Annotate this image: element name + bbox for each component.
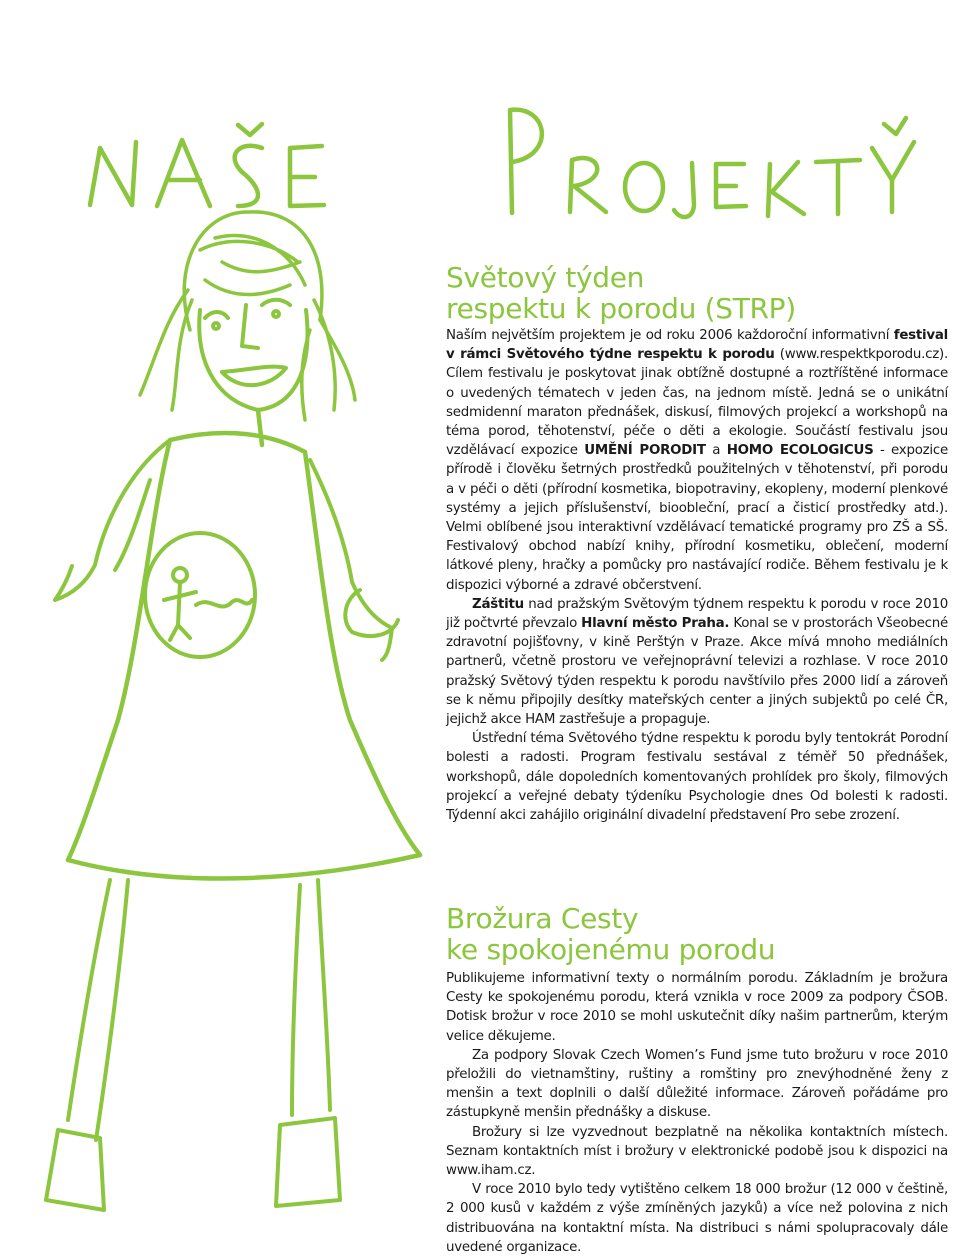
belly-baby-drawing: [145, 533, 255, 657]
article-strp: [446, 262, 948, 825]
heading-line-1: Brožura Cesty: [446, 902, 639, 935]
heading-line-2: ke spokojenému porodu: [446, 933, 776, 966]
heading-line-1: Světový týden: [446, 261, 645, 294]
dress-body-outline: [68, 410, 420, 879]
article-brochure-paragraph-3: Brožury si lze vyzvednout bezplatně na několika kontaktních místech. Seznam kontaktních míst i brožury v elektronické podobě jsou k dispozici na www.iham.cz.: [446, 1124, 948, 1179]
article-brochure: [446, 903, 948, 1257]
legs-drawing: [68, 880, 330, 1140]
face-drawing: [199, 300, 307, 410]
hair-scribble: [140, 212, 355, 420]
article-brochure-paragraph-2: Za podpory Slovak Czech Women’s Fund jsme tuto brožuru v roce 2010 přeložili do vietnamštiny, ruštiny a romštiny pro znevýhodněné ženy z menšin a text doplnili o další důležité informace. Zároveň pořádáme pro zástupkyně menšin přednášky a diskuse.: [446, 1047, 948, 1121]
feet-drawing: [46, 1118, 340, 1210]
article-brochure-heading: [446, 903, 948, 965]
article-strp-heading: [446, 262, 948, 324]
hand-lettered-title: [90, 110, 914, 217]
arms-drawing: [55, 440, 398, 660]
article-strp-paragraph-3: Ústřední téma Světového týdne respektu k porodu byly tentokrát Porodní bolesti a radosti. Program festivalu sestával z téměř 50 přednášek, workshopů, dále dopoledních komentovaných prohlídek pro školy, filmových projekcí a veřejné debaty týdeníku Psychologie dnes Od bolesti k radosti. Týdenní akci zahájilo originální divadelní představení Pro sebe zrození.: [446, 731, 948, 824]
heading-line-2: respektu k porodu (STRP): [446, 292, 796, 325]
article-strp-paragraph-1: Naším největším projektem je od roku 2006 každoroční informativní festival v rámci Světového týdne respektu k porodu (www.respektkporodu.cz). Cílem festivalu je poskytovat jinak obtížně dostupné a roztříštěné informace o uvedených tématech v jeden čas, na jednom místě. Jedná se o unikátní sedmidenní maraton přednášek, diskusí, filmových projekcí a workshopů na téma porod, těhotenství, péče o děti a ekologie. Součástí festivalu jsou vzdělávací expozice UMĚNÍ PORODIT a HOMO ECOLOGICUS - expozice přírodě i člověku šetrných prostředků použitelných v těhotenství, při porodu a v péči o děti (přírodní kosmetika, biopotraviny, ekopleny, moderní plenkové systémy a jejich příslušenství, bioobleční, prací a čisticí prostředky atd.). Velmi oblíbené jsou interaktivní vzdělávací tematické programy pro ZŠ a SŠ. Festivalový obchod nabízí knihy, přírodní kosmetiku, oblečení, moderní látkové pleny, hračky a pomůcky pro nastávající rodiče. Během festivalu je k dispozici výborné a zdravé občerstvení.: [446, 328, 949, 593]
article-brochure-paragraph-4: V roce 2010 bylo tedy vytištěno celkem 18 000 brožur (12 000 v češtině, 2 000 kusů v každém z výše zmíněných jazyků) a více než polovina z nich distribuována na kontaktní místa. Na distribuci s námi spolupracovaly dále uvedené organizace.: [446, 1182, 948, 1255]
article-brochure-paragraph-1: Publikujeme informativní texty o normálním porodu. Základním je brožura Cesty ke spokojenému porodu, která vznikla v roce 2009 za podpory ČSOB. Dotisk brožur v roce 2010 se mohl uskutečnit díky našim partnerům, kterým velice děkujeme.: [446, 971, 948, 1044]
article-strp-paragraph-2: Záštitu nad pražským Světovým týdnem respektu k porodu v roce 2010 již počtvrté převzalo Hlavní město Praha. Konal se v prostorách Všeobecné zdravotní pojišťovny, v kině Perštýn v Praze. Akce mívá mnoho mediálních partnerů, včetně prostoru ve veřejnoprávní televizi a rozhlase. V roce 2010 pražský Světový týden respektu k porodu navštívilo přes 2000 lidí a zároveň se k němu připojily desítky mateřských center a jiných subjektů po celé ČR, jejichž akce HAM zastřešuje a propaguje.: [446, 596, 949, 728]
